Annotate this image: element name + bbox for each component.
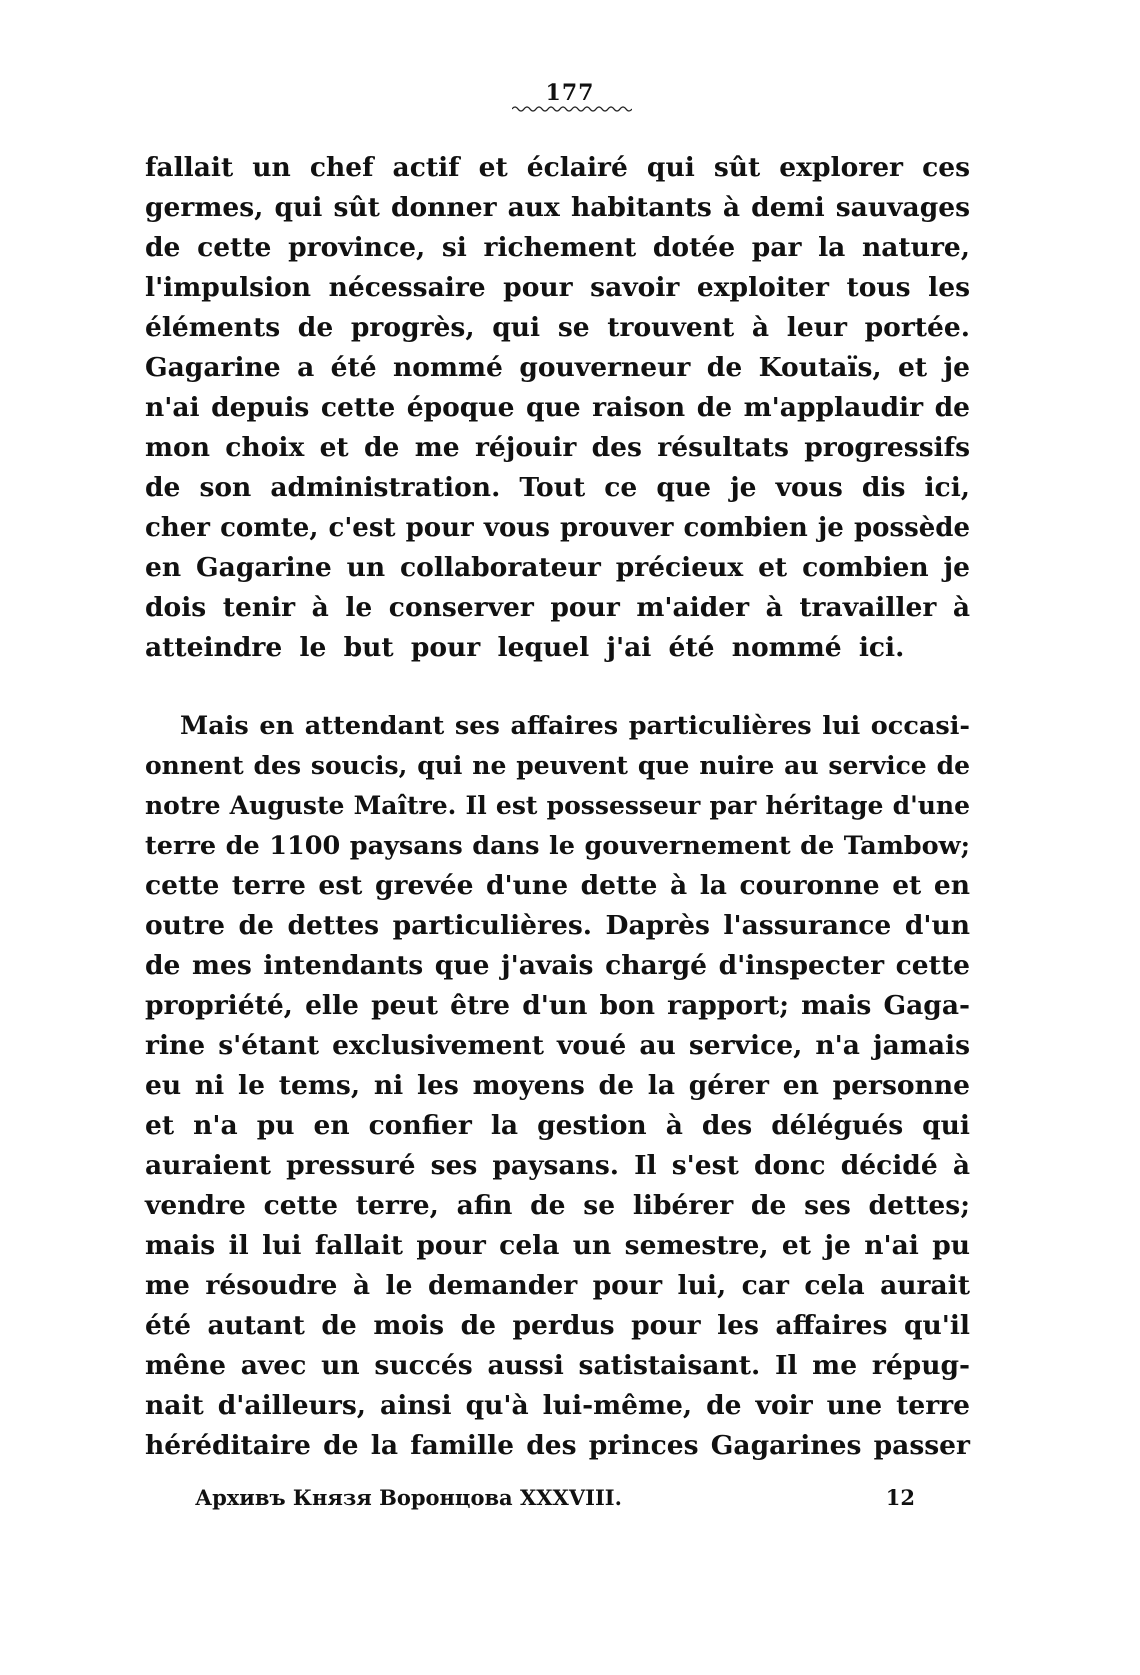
text-line: cher comte, c'est pour vous prouver combien je possède	[145, 513, 970, 543]
text-line: éléments de progrès, qui se trouvent à leur portée.	[145, 312, 970, 343]
text-line: en Gagarine un collaborateur précieux et combien je	[145, 552, 970, 583]
text-line: germes, qui sût donner aux habitants à demi sauvages	[145, 192, 970, 223]
paragraph-1	[145, 148, 970, 668]
text-line: rine s'étant exclusivement voué au service, n'a jamais	[145, 1030, 970, 1061]
text-line: Mais en attendant ses affaires particulières lui occasi-	[180, 711, 970, 741]
text-line: de mes intendants que j'avais chargé d'inspecter cette	[145, 950, 970, 981]
text-line: mon choix et de me réjouir des résultats progressifs	[145, 432, 970, 463]
text-line: n'ai depuis cette époque que raison de m'applaudir de	[145, 392, 970, 423]
text-line: dois tenir à le conserver pour m'aider à travailler à	[145, 592, 970, 623]
text-line: nait d'ailleurs, ainsi qu'à lui-même, de voir une terre	[145, 1390, 970, 1421]
text-line: mêne avec un succés aussi satistaisant. Il me répug-	[145, 1350, 970, 1381]
text-line: terre de 1100 paysans dans le gouvernement de Tambow;	[145, 831, 970, 861]
wavy-rule-ornament	[512, 104, 632, 114]
page-number: 177	[545, 80, 595, 106]
text-line: me résoudre à le demander pour lui, car cela aurait	[145, 1270, 970, 1301]
text-line: onnent des soucis, qui ne peuvent que nuire au service de	[145, 751, 970, 780]
text-line: eu ni le tems, ni les moyens de la gérer en personne	[145, 1070, 970, 1101]
text-line: vendre cette terre, afin de se libérer de ses dettes;	[145, 1190, 970, 1221]
text-line: auraient pressuré ses paysans. Il s'est donc décidé à	[145, 1150, 970, 1181]
text-line: propriété, elle peut être d'un bon rapport; mais Gaga-	[145, 990, 970, 1021]
text-line: fallait un chef actif et éclairé qui sût explorer ces	[145, 152, 970, 183]
text-line: mais il lui fallait pour cela un semestre, et je n'ai pu	[145, 1230, 970, 1261]
text-line: de son administration. Tout ce que je vous dis ici,	[145, 472, 970, 503]
paragraph-2	[145, 706, 970, 1466]
page-footer	[195, 1483, 915, 1513]
text-line: et n'a pu en confier la gestion à des délégués qui	[145, 1110, 970, 1141]
text-line: l'impulsion nécessaire pour savoir exploiter tous les	[145, 272, 970, 303]
text-line: outre de dettes particulières. Daprès l'assurance d'un	[145, 910, 970, 941]
text-line: atteindre le but pour lequel j'ai été nommé ici.	[145, 632, 905, 663]
text-line: héréditaire de la famille des princes Gagarines passer	[145, 1430, 970, 1461]
text-line: cette terre est grevée d'une dette à la couronne et en	[145, 870, 970, 901]
text-line: notre Auguste Maître. Il est possesseur par héritage d'une	[145, 791, 970, 820]
text-line: Gagarine a été nommé gouverneur de Koutaïs, et je	[145, 352, 970, 383]
footer-source: Архивъ Князя Воронцова XXXVIII.	[195, 1485, 622, 1510]
text-line: de cette province, si richement dotée par la nature,	[145, 232, 970, 263]
text-line: été autant de mois de perdus pour les affaires qu'il	[145, 1310, 970, 1341]
signature-mark: 12	[885, 1485, 915, 1510]
